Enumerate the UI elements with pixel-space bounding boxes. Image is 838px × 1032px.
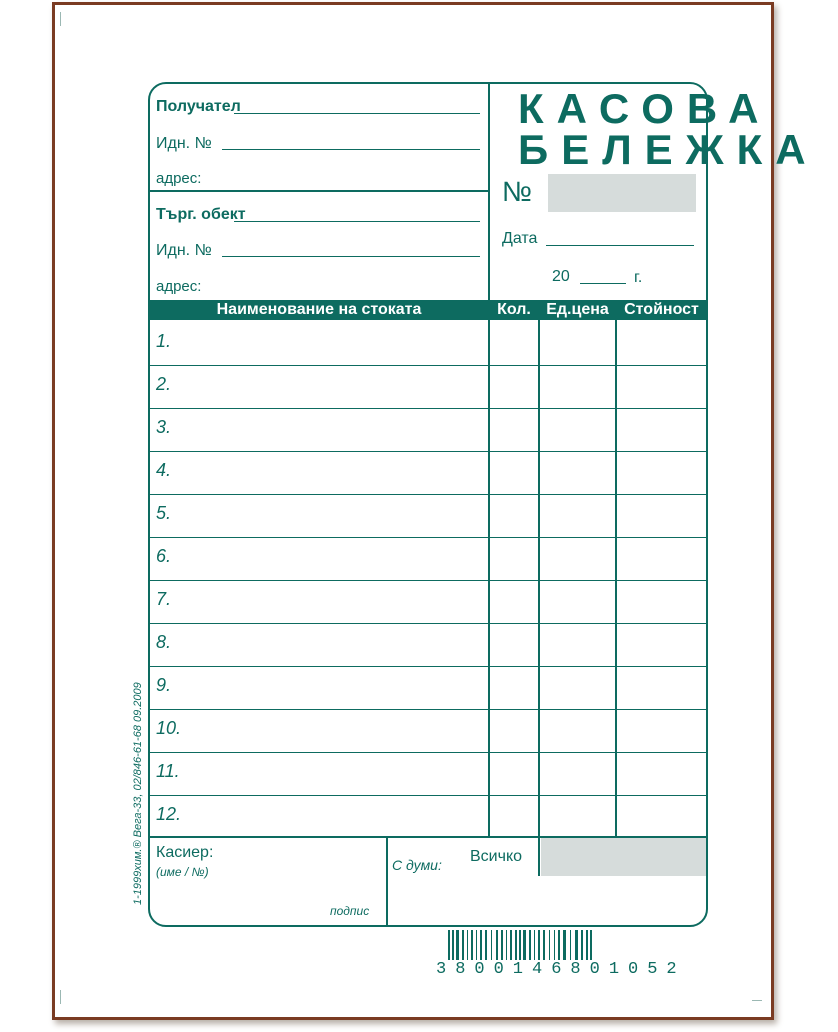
row-cell-price[interactable] [542, 453, 613, 492]
row-number: 4. [156, 460, 172, 480]
column-header-name: Наименование на стоката [150, 300, 488, 320]
crop-mark [60, 12, 61, 26]
row-cell-price[interactable] [542, 711, 613, 750]
crop-mark [752, 1000, 762, 1001]
row-line [150, 580, 706, 581]
row-cell-price[interactable] [542, 367, 613, 406]
signature-label: подпис [330, 904, 370, 918]
barcode-bar [456, 930, 459, 960]
row-line [150, 451, 706, 452]
barcode-bar [529, 930, 531, 960]
date-label: Дата [502, 230, 538, 247]
row-cell-value[interactable] [619, 410, 705, 449]
section-divider [150, 190, 489, 192]
row-cell-price[interactable] [542, 496, 613, 535]
column-header-qty: Кол. [490, 300, 538, 320]
barcode-bar [558, 930, 560, 960]
barcode-bar [467, 930, 468, 960]
row-cell-qty[interactable] [492, 797, 536, 836]
row-cell-qty[interactable] [492, 324, 536, 363]
trade-object-id-field[interactable] [222, 256, 480, 257]
row-number: 10. [156, 718, 182, 738]
row-line [150, 365, 706, 366]
row-cell-name[interactable] [174, 324, 484, 363]
row-number: 1. [156, 331, 172, 351]
trade-object-address-label: адрес: [156, 278, 202, 295]
barcode-bar [549, 930, 550, 960]
row-cell-value[interactable] [619, 797, 705, 836]
row-number: 8. [156, 632, 172, 652]
row-cell-name[interactable] [174, 496, 484, 535]
row-number: 5. [156, 503, 172, 523]
title-line-2: БЕЛЕЖКА [518, 126, 819, 173]
cashier-hint: (име / №) [156, 865, 209, 879]
barcode-bar [538, 930, 540, 960]
receipt-form [148, 82, 819, 927]
barcode-bar [575, 930, 578, 960]
row-cell-price[interactable] [542, 324, 613, 363]
barcode-bar [496, 930, 498, 960]
total-divider [538, 836, 540, 876]
row-cell-qty[interactable] [492, 754, 536, 793]
recipient-address-label: адрес: [156, 170, 202, 187]
row-number: 11. [156, 761, 180, 781]
year-suffix: г. [634, 269, 643, 286]
row-cell-value[interactable] [619, 367, 705, 406]
barcode-bar [563, 930, 566, 960]
column-header-unit-price: Ед.цена [540, 300, 615, 320]
barcode-bar [476, 930, 477, 960]
column-line [615, 300, 617, 838]
barcode-bar [570, 930, 571, 960]
header-divider [488, 84, 490, 300]
total-label: Всичко [470, 848, 523, 865]
row-cell-qty[interactable] [492, 367, 536, 406]
year-prefix: 20 [552, 268, 570, 285]
barcode-bar [554, 930, 555, 960]
row-cell-value[interactable] [619, 582, 705, 621]
row-cell-qty[interactable] [492, 539, 536, 578]
barcode-bar [534, 930, 535, 960]
row-cell-qty[interactable] [492, 711, 536, 750]
row-cell-value[interactable] [619, 539, 705, 578]
number-label: № [502, 176, 533, 207]
row-cell-value[interactable] [619, 324, 705, 363]
row-cell-price[interactable] [542, 539, 613, 578]
row-line [150, 408, 706, 409]
row-number: 6. [156, 546, 172, 566]
number-field[interactable] [548, 174, 696, 212]
column-line [538, 300, 540, 838]
trade-object-field[interactable] [234, 221, 480, 222]
barcode-bar [543, 930, 545, 960]
barcode-bar [471, 930, 473, 960]
row-line [150, 666, 706, 667]
barcode-bar [491, 930, 492, 960]
row-cell-name[interactable] [174, 797, 484, 836]
barcode-bar [581, 930, 583, 960]
barcode-bar [485, 930, 487, 960]
row-line [150, 623, 706, 624]
barcode-bar [501, 930, 503, 960]
row-cell-qty[interactable] [492, 625, 536, 664]
row-cell-qty[interactable] [492, 453, 536, 492]
cashier-label: Касиер: [156, 844, 214, 861]
date-field[interactable] [546, 245, 694, 246]
recipient-id-field[interactable] [222, 149, 480, 150]
row-line [150, 494, 706, 495]
trade-object-id-label: Идн. № [156, 242, 212, 259]
row-cell-qty[interactable] [492, 410, 536, 449]
row-cell-price[interactable] [542, 754, 613, 793]
row-number: 9. [156, 675, 172, 695]
row-cell-name[interactable] [174, 410, 484, 449]
barcode-bar [462, 930, 464, 960]
in-words-field[interactable] [386, 894, 536, 926]
row-cell-qty[interactable] [492, 496, 536, 535]
row-line [150, 537, 706, 538]
row-cell-price[interactable] [542, 582, 613, 621]
row-cell-name[interactable] [174, 754, 484, 793]
barcode-bar [523, 930, 526, 960]
recipient-label: Получател [156, 98, 241, 115]
row-line [150, 709, 706, 710]
printer-info: 1-1999хим.® Вега-33, 02/846-61-68 09.2009 [132, 682, 144, 905]
row-line [150, 795, 706, 796]
row-cell-price[interactable] [542, 668, 613, 707]
row-cell-name[interactable] [174, 582, 484, 621]
recipient-id-label: Идн. № [156, 135, 212, 152]
row-cell-name[interactable] [174, 539, 484, 578]
barcode-bar [480, 930, 482, 960]
row-number: 7. [156, 589, 172, 609]
row-number: 12. [156, 804, 182, 824]
column-header-value: Стойност [617, 300, 706, 320]
row-cell-name[interactable] [174, 453, 484, 492]
row-line [150, 752, 706, 753]
row-cell-name[interactable] [174, 367, 484, 406]
row-cell-price[interactable] [542, 410, 613, 449]
column-line [488, 300, 490, 838]
row-cell-name[interactable] [174, 668, 484, 707]
row-cell-value[interactable] [619, 711, 705, 750]
in-words-label: С думи: [392, 857, 442, 873]
barcode-bar [510, 930, 512, 960]
title-line-1: КАСОВА [518, 85, 772, 132]
crop-mark [60, 990, 61, 1004]
row-cell-name[interactable] [174, 711, 484, 750]
row-cell-value[interactable] [619, 453, 705, 492]
row-cell-price[interactable] [542, 625, 613, 664]
recipient-field[interactable] [234, 113, 480, 114]
trade-object-label: Търг. обект [156, 206, 246, 223]
row-cell-value[interactable] [619, 754, 705, 793]
row-cell-name[interactable] [174, 625, 484, 664]
barcode-bar [506, 930, 507, 960]
year-field[interactable] [580, 283, 626, 284]
row-cell-qty[interactable] [492, 668, 536, 707]
barcode-digits: 3800146801052 [436, 960, 686, 979]
row-cell-qty[interactable] [492, 582, 536, 621]
row-number: 3. [156, 417, 172, 437]
row-cell-value[interactable] [619, 496, 705, 535]
row-cell-price[interactable] [542, 797, 613, 836]
row-number: 2. [156, 374, 172, 394]
total-field[interactable] [541, 838, 706, 876]
row-cell-value[interactable] [619, 668, 705, 707]
row-cell-value[interactable] [619, 625, 705, 664]
